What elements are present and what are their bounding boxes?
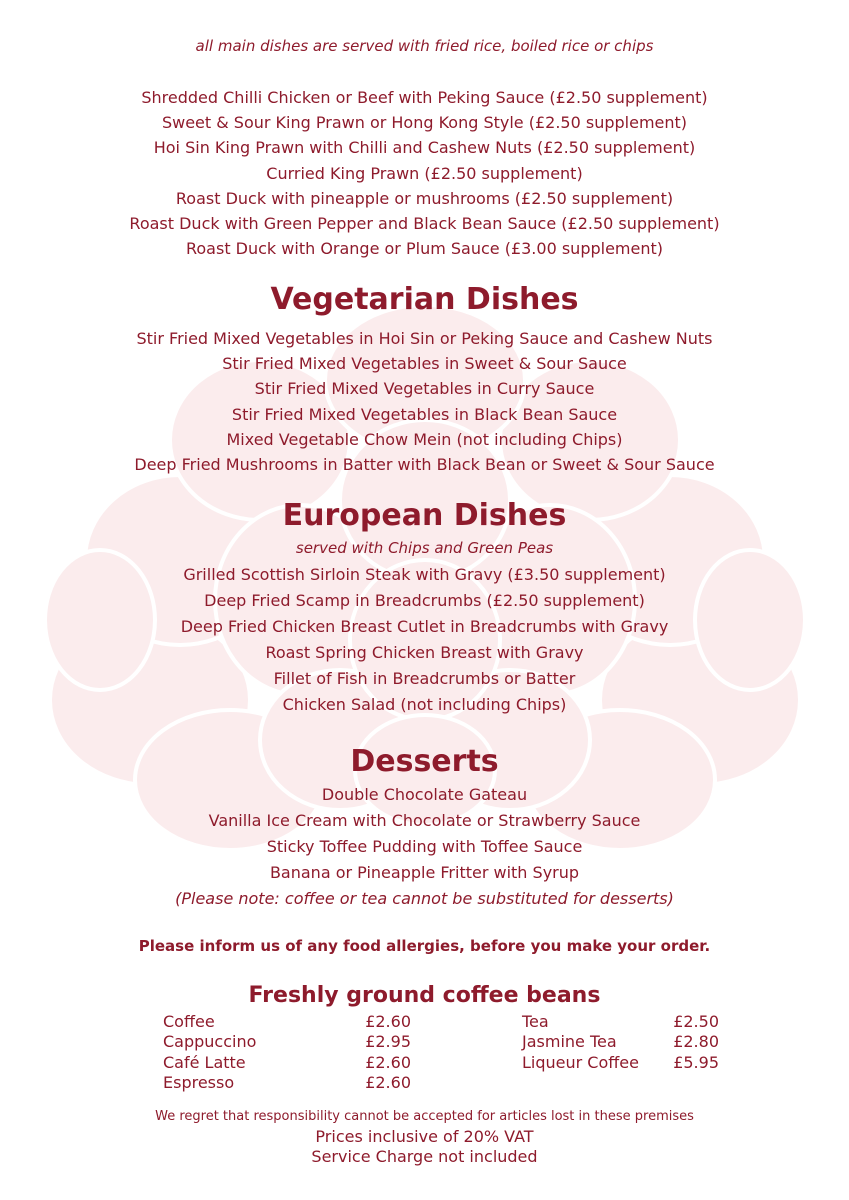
vat-note: Prices inclusive of 20% VAT — [315, 1127, 534, 1146]
list-item: Banana or Pineapple Fritter with Syrup — [269, 863, 580, 882]
list-item: Sticky Toffee Pudding with Toffee Sauce — [266, 837, 583, 856]
drinks-left-list — [163, 1012, 411, 1093]
service-charge-note: Service Charge not included — [311, 1147, 538, 1166]
coffee-heading: Freshly ground coffee beans — [248, 983, 601, 1008]
list-item: Mixed Vegetable Chow Mein (not including Chips) — [226, 429, 623, 449]
drink-name: Tea — [522, 1012, 549, 1031]
list-item: Shredded Chilli Chicken or Beef with Peking Sauce (£2.50 supplement) — [141, 88, 708, 107]
drink-item — [522, 1032, 719, 1052]
list-item: Double Chocolate Gateau — [321, 785, 528, 804]
list-item: Curried King Prawn (£2.50 supplement) — [266, 163, 583, 183]
drink-name: Café Latte — [163, 1052, 246, 1072]
drink-name: Liqueur Coffee — [522, 1052, 639, 1072]
desserts-list — [0, 782, 849, 886]
list-item: Roast Spring Chicken Breast with Gravy — [265, 643, 584, 662]
drink-name: Cappuccino — [163, 1032, 257, 1052]
desserts-note: (Please note: coffee or tea cannot be substituted for desserts) — [175, 889, 674, 908]
list-item: Stir Fried Mixed Vegetables in Black Bean Sauce — [231, 404, 618, 424]
disclaimer-text: We regret that responsibility cannot be accepted for articles lost in these premises — [155, 1109, 694, 1124]
drink-item — [163, 1053, 411, 1073]
main-dishes-list — [0, 85, 849, 261]
list-item: Stir Fried Mixed Vegetables in Hoi Sin or Peking Sauce and Cashew Nuts — [136, 329, 713, 348]
list-item: Deep Fried Mushrooms in Batter with Black Bean or Sweet & Sour Sauce — [134, 455, 715, 475]
served-with-note: all main dishes are served with fried rice, boiled rice or chips — [195, 37, 654, 55]
list-item: Hoi Sin King Prawn with Chilli and Cashew Nuts (£2.50 supplement) — [153, 138, 696, 158]
list-item: Sweet & Sour King Prawn or Hong Kong Style (£2.50 supplement) — [161, 113, 688, 133]
drink-name: Espresso — [163, 1072, 235, 1092]
drink-price: £2.95 — [365, 1032, 411, 1052]
european-heading: European Dishes — [282, 498, 567, 533]
allergy-notice: Please inform us of any food allergies, before you make your order. — [138, 937, 711, 955]
list-item: Chicken Salad (not including Chips) — [282, 695, 567, 714]
list-item: Grilled Scottish Sirloin Steak with Gravy (£3.50 supplement) — [183, 565, 666, 584]
drink-price: £2.60 — [365, 1012, 411, 1031]
drink-item — [163, 1012, 411, 1032]
list-item: Deep Fried Scamp in Breadcrumbs (£2.50 supplement) — [204, 591, 645, 610]
desserts-heading: Desserts — [350, 744, 499, 779]
vegetarian-heading: Vegetarian Dishes — [270, 282, 579, 317]
drink-price: £2.60 — [365, 1052, 411, 1072]
list-item: Roast Duck with Green Pepper and Black Bean Sauce (£2.50 supplement) — [129, 214, 720, 234]
drink-item — [163, 1032, 411, 1052]
drink-item — [163, 1073, 411, 1093]
drink-item — [522, 1012, 719, 1032]
drink-price: £5.95 — [673, 1052, 719, 1072]
drink-price: £2.50 — [673, 1012, 719, 1031]
list-item: Stir Fried Mixed Vegetables in Sweet & Sour Sauce — [222, 354, 627, 374]
list-item: Fillet of Fish in Breadcrumbs or Batter — [273, 669, 576, 688]
drinks-right-list — [522, 1012, 719, 1073]
european-subtitle: served with Chips and Green Peas — [295, 539, 554, 557]
list-item: Roast Duck with pineapple or mushrooms (£2.50 supplement) — [175, 188, 674, 208]
drink-price: £2.80 — [673, 1032, 719, 1052]
list-item: Deep Fried Chicken Breast Cutlet in Breadcrumbs with Gravy — [180, 617, 669, 636]
european-list — [0, 562, 849, 718]
drink-price: £2.60 — [365, 1072, 411, 1092]
drink-name: Jasmine Tea — [522, 1032, 617, 1052]
drink-name: Coffee — [163, 1012, 215, 1031]
drink-item — [522, 1053, 719, 1073]
list-item: Stir Fried Mixed Vegetables in Curry Sauce — [254, 379, 595, 399]
list-item: Vanilla Ice Cream with Chocolate or Strawberry Sauce — [208, 811, 641, 830]
vegetarian-list — [0, 326, 849, 477]
list-item: Roast Duck with Orange or Plum Sauce (£3.00 supplement) — [185, 239, 663, 259]
